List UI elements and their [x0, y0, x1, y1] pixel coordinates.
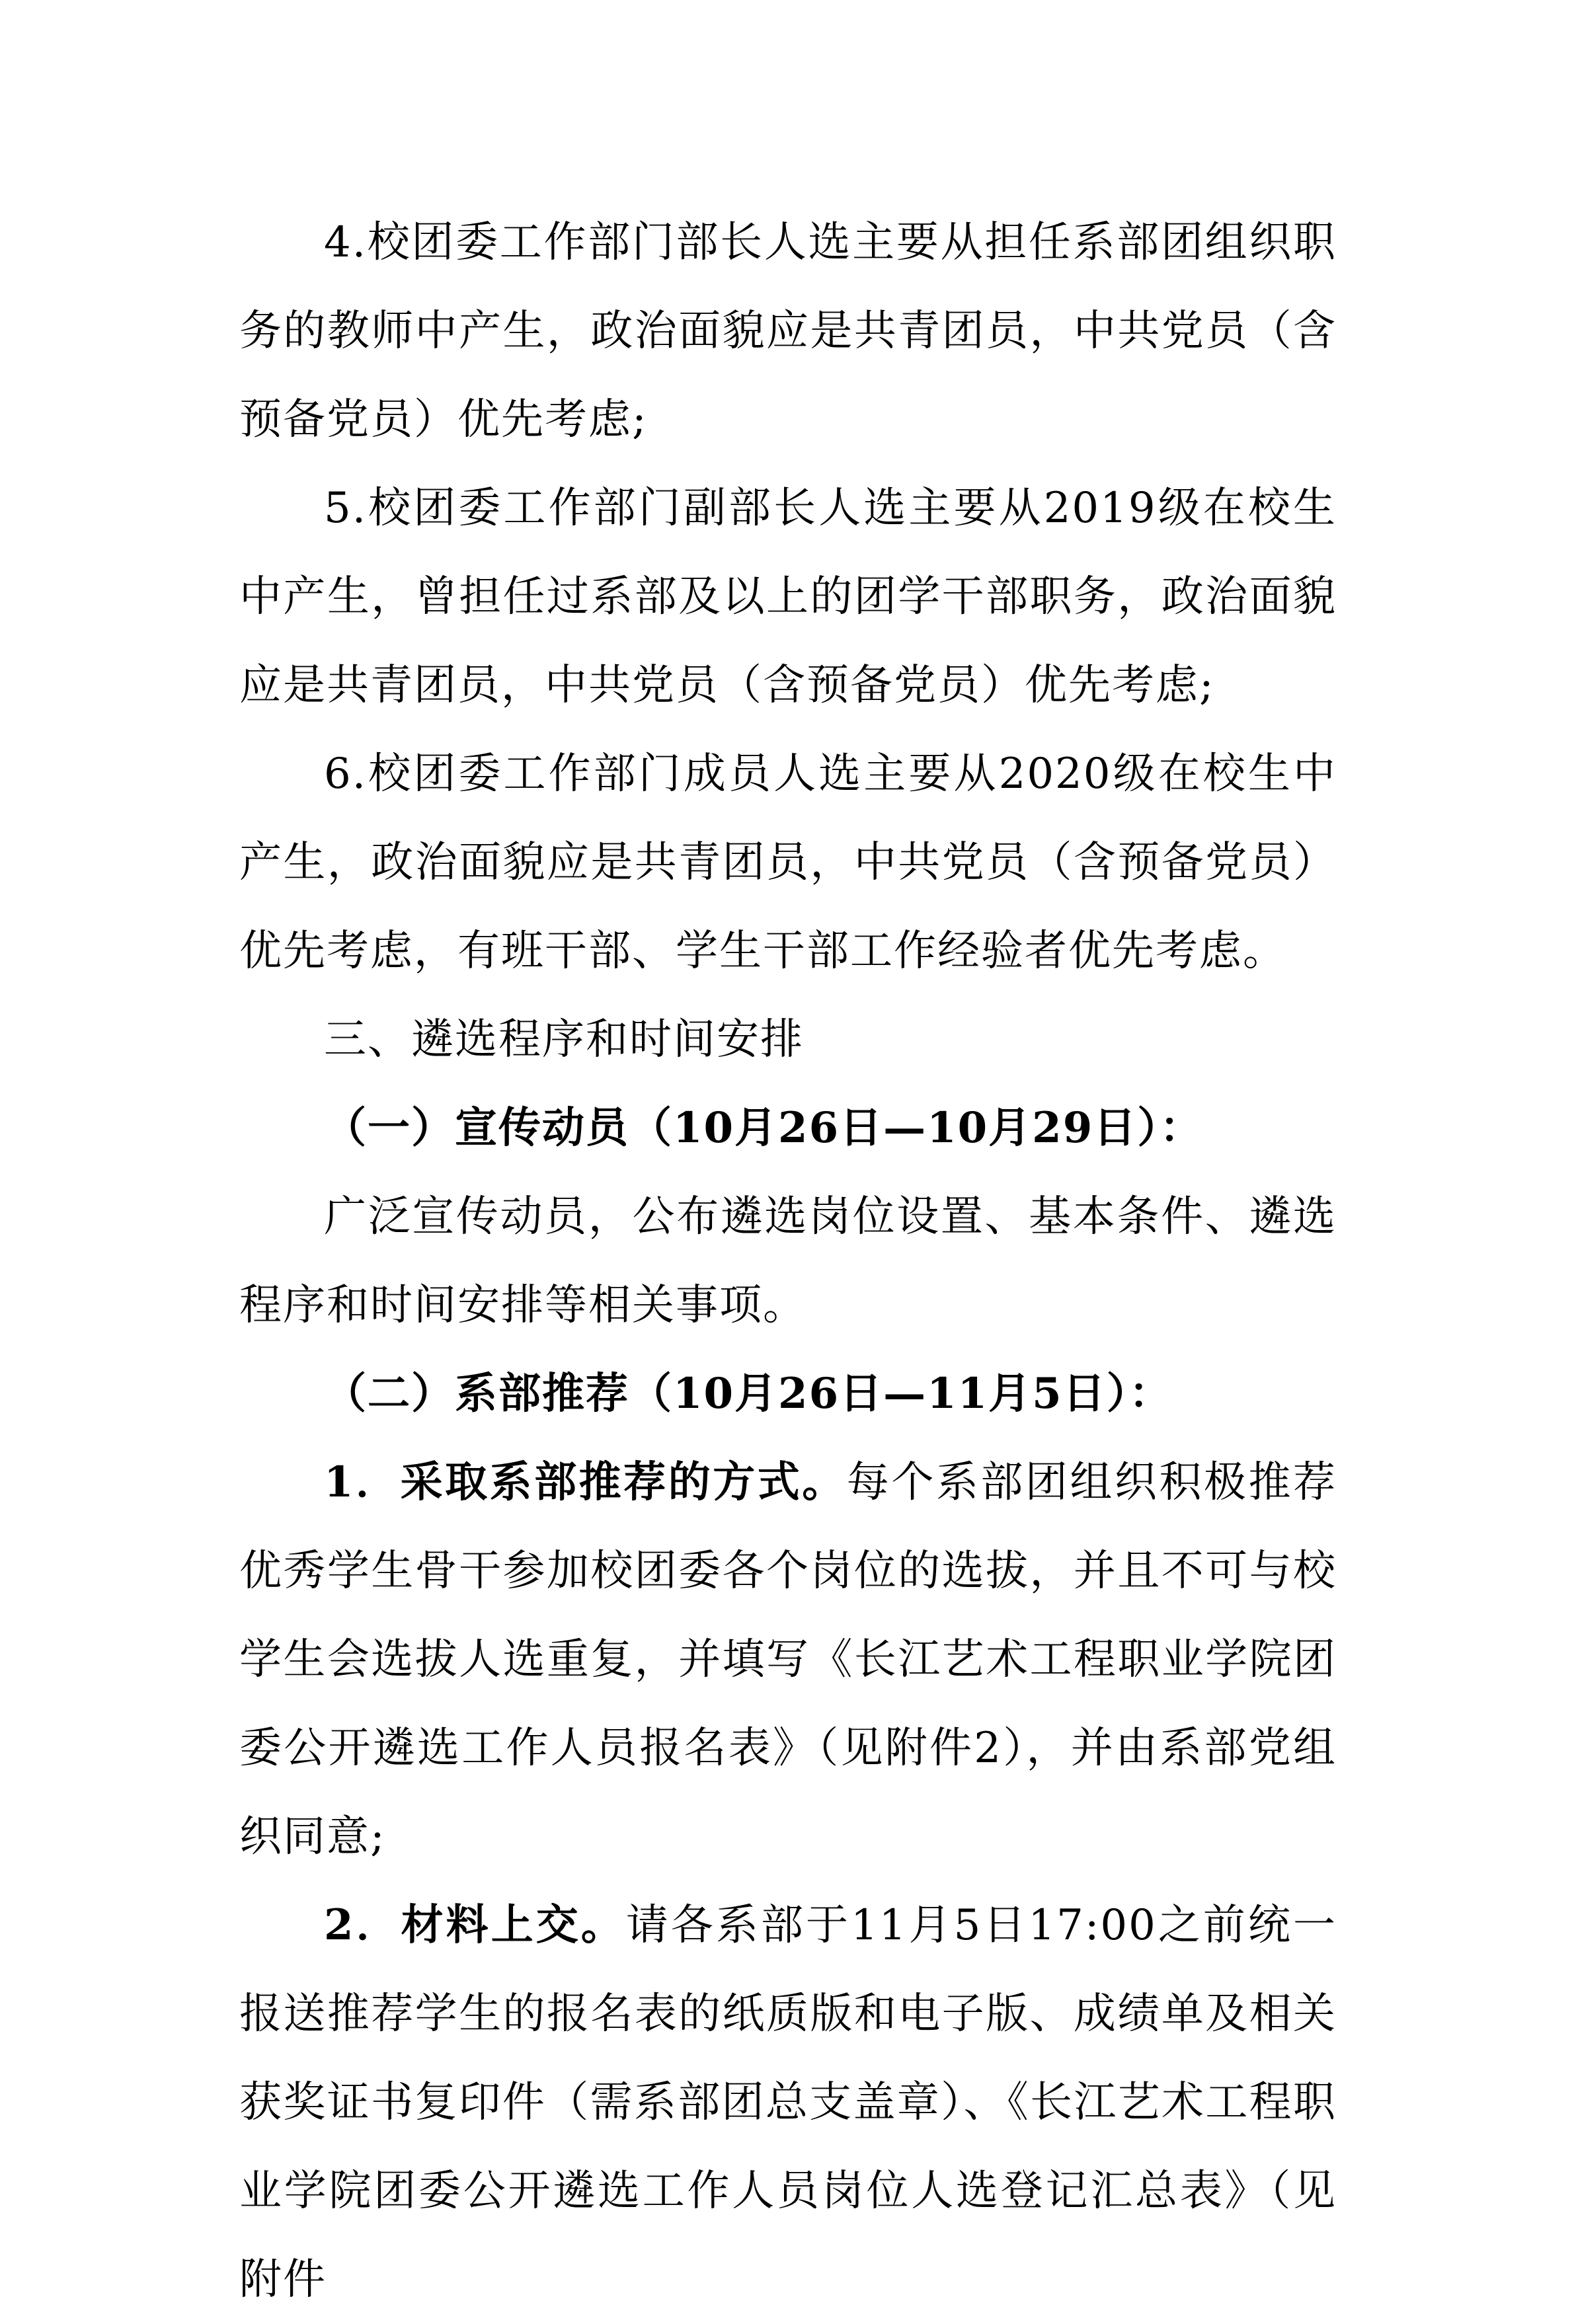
stage-1-text: 广泛宣传动员，公布遴选岗位设置、基本条件、遴选程序和时间安排等相关事项。	[239, 1192, 1337, 1330]
item-5-paragraph: 5.校团委工作部门副部长人选主要从2019级在校生中产生，曾担任过系部及以上的团学干部职务，政治面貌应是共青团员，中共党员（含预备党员）优先考虑;	[239, 484, 1337, 710]
stage-2-heading: （二）系部推荐（10月26日—11月5日）：	[324, 1369, 1173, 1418]
stage-2-item-1-lead: 1．采取系部推荐的方式。	[324, 1457, 847, 1507]
document-page	[239, 198, 1337, 2324]
stage-2-item-2-text: 请各系部于11月5日17:00之前统一报送推荐学生的报名表的纸质版和电子版、成绩单及相关获奖证书复印件（需系部团总支盖章）、《长江艺术工程职业学院团委公开遴选工作人员岗位人选登记汇总表》（见附件	[239, 1901, 1337, 2304]
stage-2-item-2	[239, 1881, 1337, 2324]
stage-2-item-1-text: 每个系部团组织积极推荐优秀学生骨干参加校团委各个岗位的选拔，并且不可与校学生会选拔人选重复，并填写《长江艺术工程职业学院团委公开遴选工作人员报名表》（见附件2），并由系部党组织同意;	[239, 1458, 1337, 1861]
stage-2-item-1	[239, 1438, 1337, 1881]
item-4-paragraph: 4.校团委工作部门部长人选主要从担任系部团组织职务的教师中产生，政治面貌应是共青团员，中共党员（含预备党员）优先考虑;	[239, 218, 1337, 444]
section-3-title: 三、遴选程序和时间安排	[324, 1015, 804, 1064]
stage-1-heading: （一）宣传动员（10月26日—10月29日）：	[324, 1103, 1204, 1153]
item-6-paragraph: 6.校团委工作部门成员人选主要从2020级在校生中产生，政治面貌应是共青团员，中共党员（含预备党员）优先考虑，有班干部、学生干部工作经验者优先考虑。	[239, 750, 1337, 976]
stage-2-item-2-lead: 2．材料上交。	[324, 1900, 626, 1950]
